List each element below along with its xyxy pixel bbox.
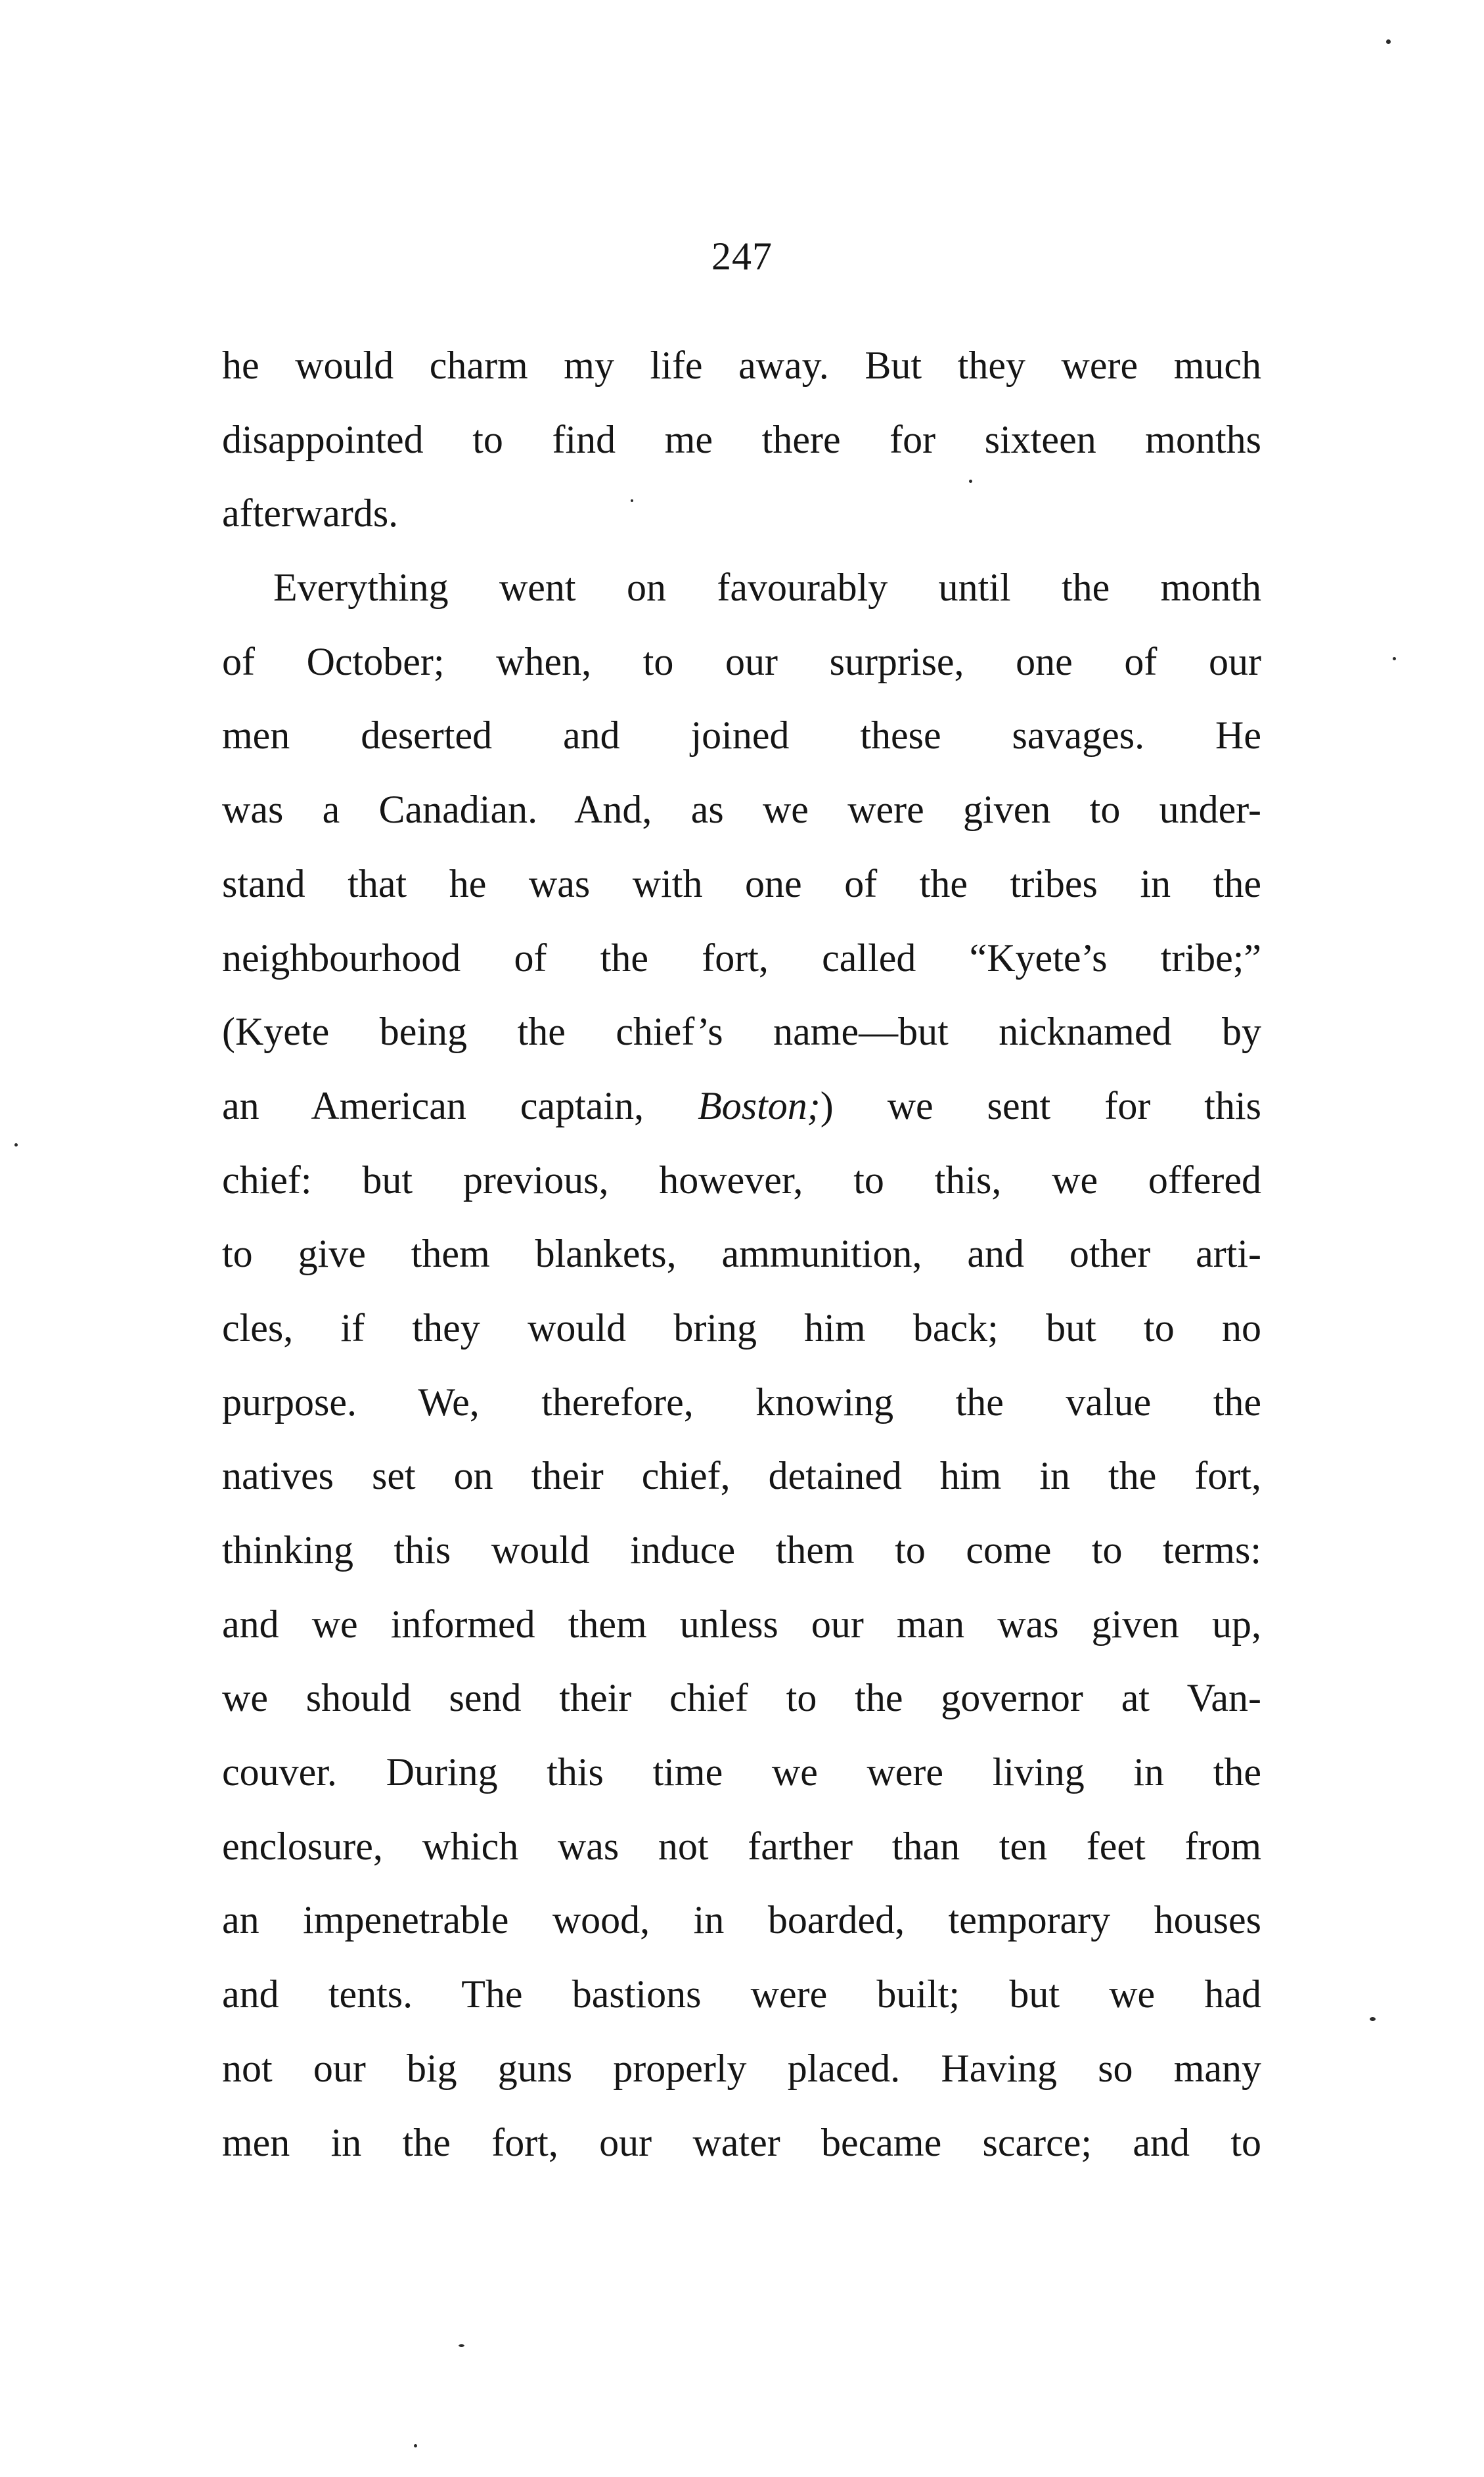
text-line-content: natives set on their chief, detained him in the fort, <box>222 1454 1261 1498</box>
text-line <box>222 995 1261 1069</box>
text-line <box>222 1439 1261 1513</box>
text-line-content: to give them blankets, ammunition, and other arti- <box>222 1232 1261 1276</box>
scan-speck <box>1386 39 1391 44</box>
text-line <box>222 1217 1261 1291</box>
text-line <box>222 625 1261 699</box>
text-line-content: and we informed them unless our man was given up, <box>222 1602 1261 1646</box>
text-line-content: (Kyete being the chief’s name—but nicknamed by <box>222 1010 1261 1054</box>
scan-speck <box>14 1143 18 1147</box>
text-line-content: thinking this would induce them to come to terms: <box>222 1528 1261 1572</box>
text-line <box>222 1809 1261 1884</box>
text-line <box>222 1069 1261 1143</box>
body-text <box>222 329 1261 2179</box>
text-line-content: men in the fort, our water became scarce; and to <box>222 2120 1261 2164</box>
text-line <box>222 773 1261 847</box>
text-line <box>222 1291 1261 1365</box>
text-line <box>222 1883 1261 1957</box>
scan-speck <box>1370 2017 1376 2021</box>
text-line-content: and tents. The bastions were built; but we had <box>222 1972 1261 2016</box>
text-line <box>222 1735 1261 1809</box>
text-line <box>222 1957 1261 2032</box>
text-line <box>222 2032 1261 2106</box>
text-line-content: enclosure, which was not farther than ten feet from <box>222 1824 1261 1868</box>
text-line-content: was a Canadian. And, as we were given to under- <box>222 788 1261 832</box>
text-line-content: of October; when, to our surprise, one of our <box>222 639 1261 683</box>
scan-speck <box>414 2444 417 2447</box>
text-line <box>222 1143 1261 1217</box>
text-line <box>222 551 1261 625</box>
text-line-content: cles, if they would bring him back; but to no <box>222 1306 1261 1350</box>
scan-speck <box>631 499 633 502</box>
text-line-content: neighbourhood of the fort, called “Kyete’s tribe;” <box>222 936 1261 980</box>
text-line-content: stand that he was with one of the tribes in the <box>222 861 1261 905</box>
scan-speck <box>969 480 972 483</box>
text-line-content: we should send their chief to the governor at Van- <box>222 1676 1261 1720</box>
text-line-content: ) we sent for this <box>820 1083 1261 1127</box>
text-line <box>222 329 1261 403</box>
text-line <box>222 1513 1261 1587</box>
text-line-content: chief: but previous, however, to this, we offered <box>222 1158 1261 1202</box>
text-line-content: he would charm my life away. But they were much <box>222 344 1261 387</box>
text-line-content: Everything went on favourably until the month <box>273 566 1261 610</box>
page-number: 247 <box>711 235 773 278</box>
text-line <box>222 1365 1261 1440</box>
text-line-content: couver. During this time we were living in the <box>222 1750 1261 1794</box>
text-line <box>222 1661 1261 1735</box>
scan-speck <box>459 2344 464 2347</box>
text-line-content: purpose. We, therefore, knowing the value the <box>222 1380 1261 1424</box>
text-line <box>222 698 1261 773</box>
text-line-content: afterwards. <box>222 491 399 535</box>
text-line-content: not our big guns properly placed. Having so many <box>222 2046 1261 2090</box>
text-line <box>222 1587 1261 1662</box>
text-line <box>222 476 1261 551</box>
text-line-content: an American captain, <box>222 1083 698 1127</box>
text-line <box>222 921 1261 995</box>
text-line-content: an impenetrable wood, in boarded, temporary houses <box>222 1898 1261 1942</box>
italic-text: Boston; <box>698 1083 821 1127</box>
text-line <box>222 403 1261 477</box>
text-line <box>222 2106 1261 2180</box>
text-line-content: men deserted and joined these savages. He <box>222 714 1261 758</box>
text-line <box>222 847 1261 921</box>
text-line-content: disappointed to find me there for sixteen months <box>222 417 1261 461</box>
scan-speck <box>1393 657 1396 660</box>
